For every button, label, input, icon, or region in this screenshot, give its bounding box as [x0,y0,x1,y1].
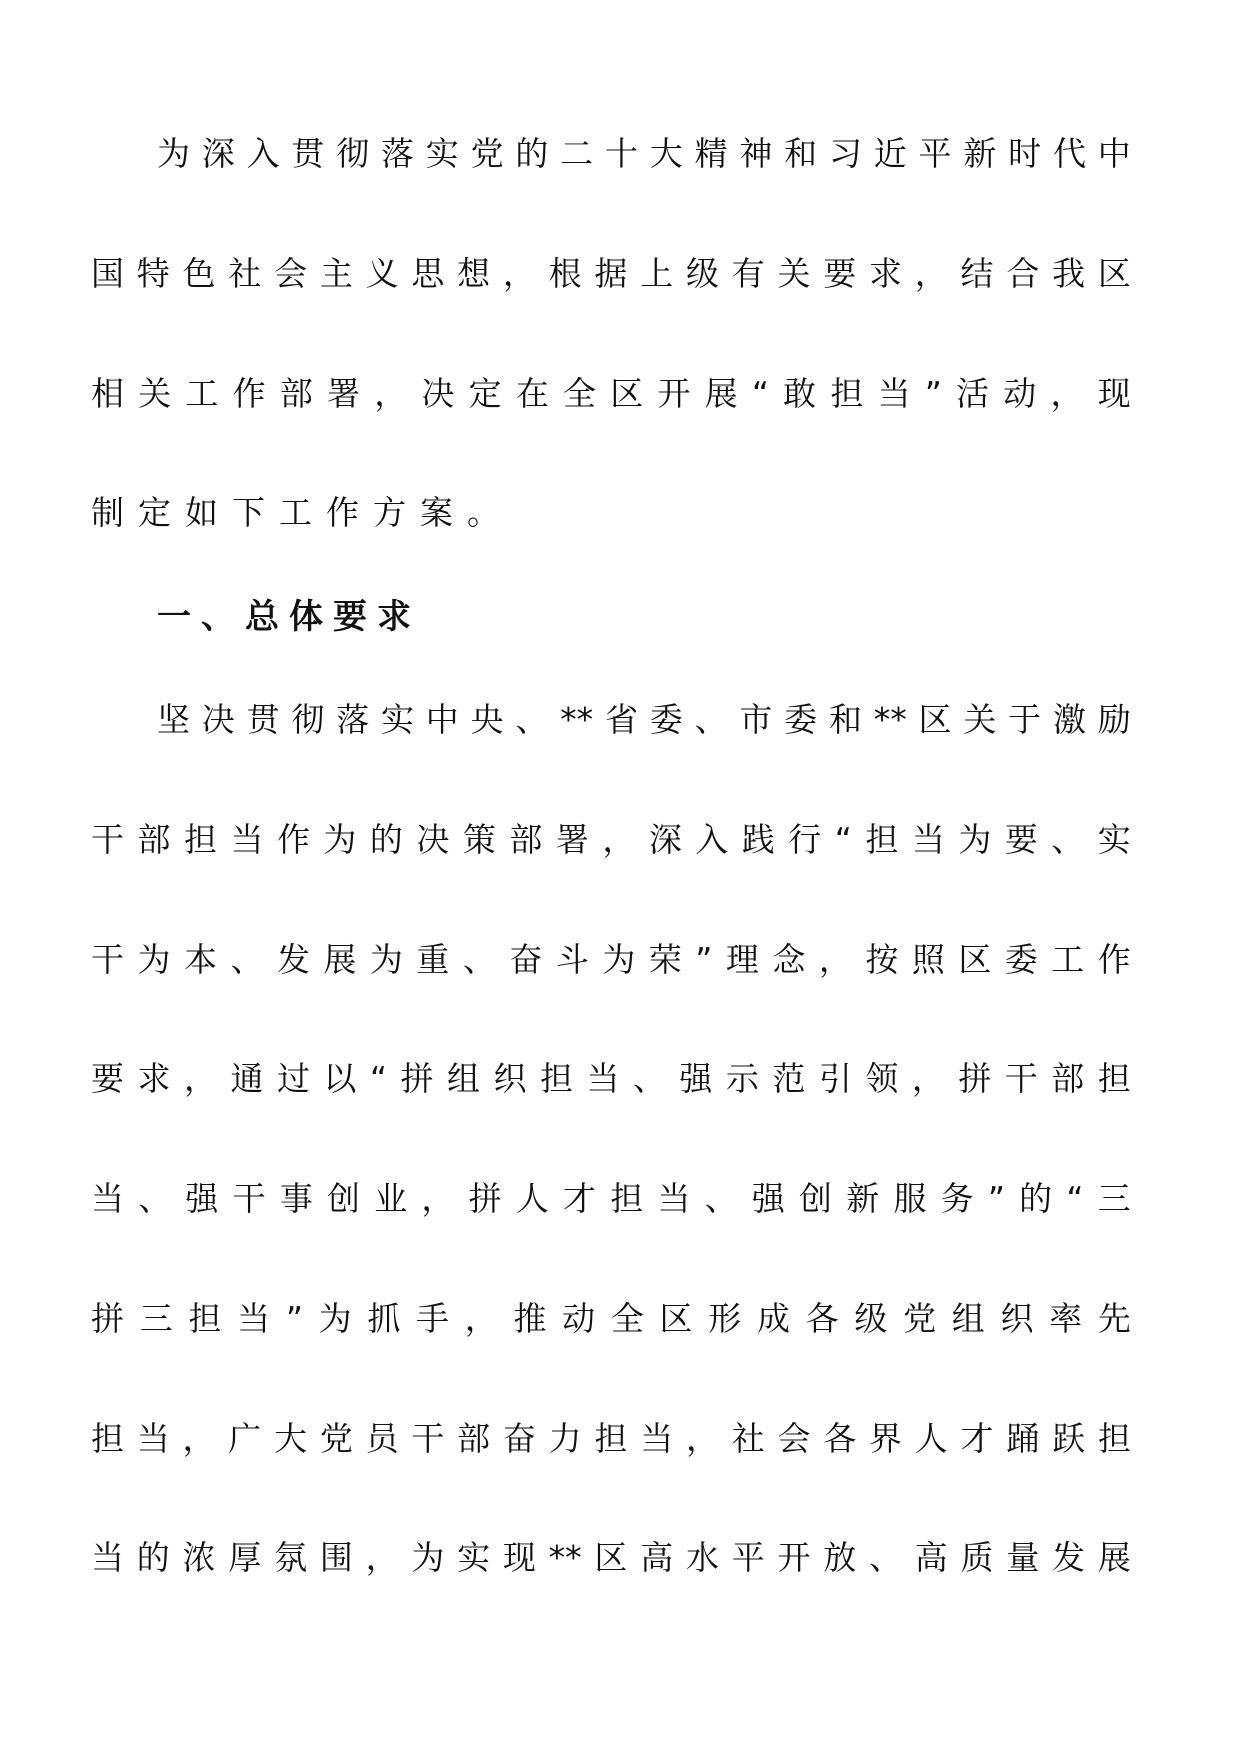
paragraph-1-line-4: 制 定 如 下 工 作 方 案 。 [91,493,500,532]
paragraph-1-line-3: 相 关 工 作 部 署 ， 决 定 在 全 区 开 展 “ 敢 担 当 ” 活 动 ， 现 [91,374,1131,413]
section-heading: 一 、 总 体 要 求 [157,597,411,637]
paragraph-1-line-1: 为 深 入 贯 彻 落 实 党 的 二 十 大 精 神 和 习 近 平 新 时 代 中 [157,134,1131,173]
paragraph-2-line-3: 干 为 本 、 发 展 为 重 、 奋 斗 为 荣 ” 理 念 ， 按 照 区 委 工 作 [91,940,1131,979]
paragraph-2-line-5: 当 、 强 干 事 创 业 ， 拼 人 才 担 当 、 强 创 新 服 务 ” 的 “ 三 [91,1179,1131,1218]
paragraph-2-line-8: 当 的 浓 厚 氛 围 ， 为 实 现 ** 区 高 水 平 开 放 、 高 质 量 发 展 [91,1538,1131,1577]
paragraph-2-line-6: 拼 三 担 当 ” 为 抓 手 ， 推 动 全 区 形 成 各 级 党 组 织 率 先 [91,1299,1131,1338]
paragraph-2-line-1: 坚 决 贯 彻 落 实 中 央 、 ** 省 委 、 市 委 和 ** 区 关 于 激 励 [157,700,1131,739]
paragraph-2-line-2: 干 部 担 当 作 为 的 决 策 部 署 ， 深 入 践 行 “ 担 当 为 要 、 实 [91,820,1131,859]
paragraph-2-line-4: 要 求 ， 通 过 以 “ 拼 组 织 担 当 、 强 示 范 引 领 ， 拼 干 部 担 [91,1059,1131,1098]
paragraph-2-line-7: 担 当 ， 广 大 党 员 干 部 奋 力 担 当 ， 社 会 各 界 人 才 踊 跃 担 [91,1419,1131,1458]
paragraph-1-line-2: 国 特 色 社 会 主 义 思 想 ， 根 据 上 级 有 关 要 求 ， 结 合 我 区 [91,254,1131,293]
